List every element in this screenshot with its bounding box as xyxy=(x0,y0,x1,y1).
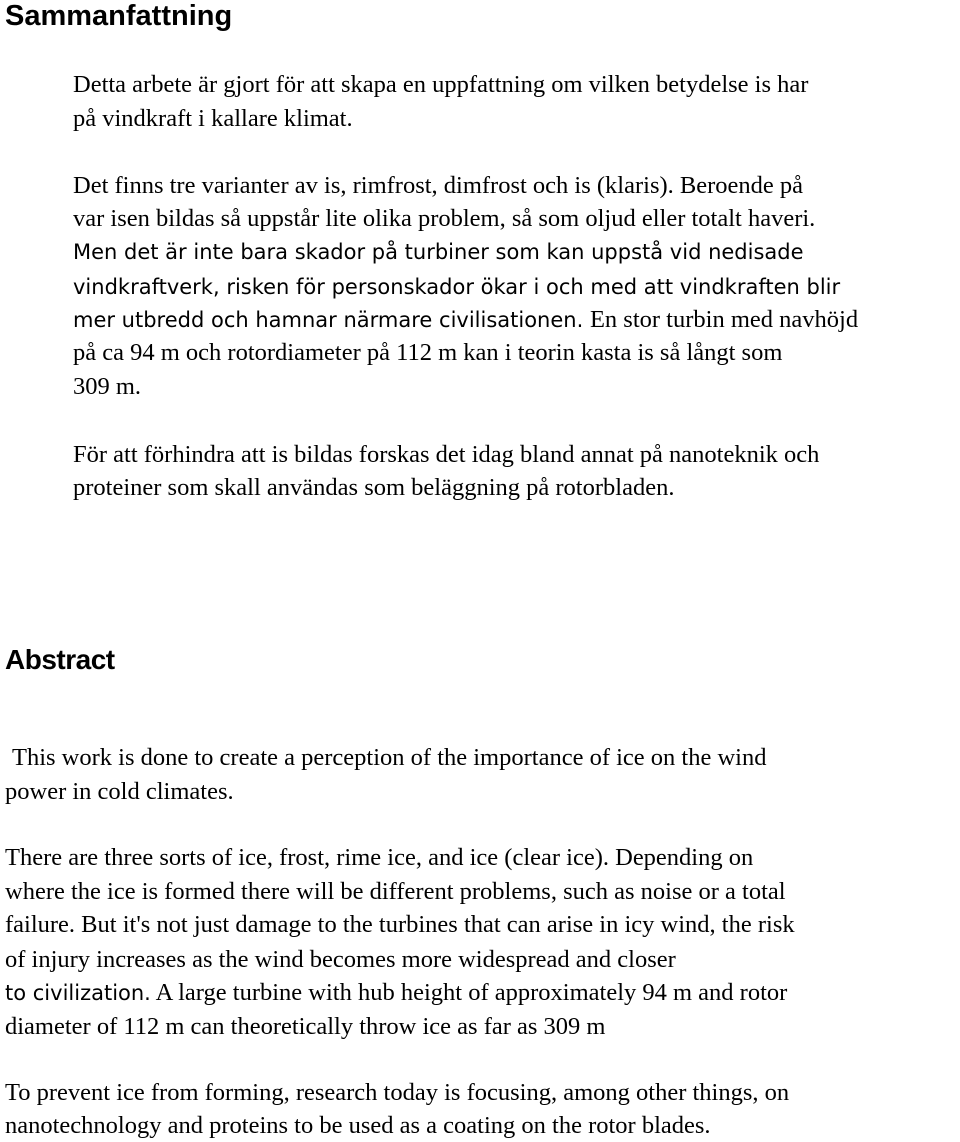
summary-heading: Sammanfattning xyxy=(5,0,233,32)
summary-line: på vindkraft i kallare klimat. xyxy=(73,105,353,132)
summary-line: Men det är inte bara skador på turbiner som kan uppstå vid nedisade xyxy=(73,240,804,264)
abstract-line: diameter of 112 m can theoretically throw ice as far as 309 m xyxy=(5,1013,606,1040)
abstract-line xyxy=(5,977,787,1009)
summary-line xyxy=(73,304,858,336)
summary-line: proteiner som skall användas som beläggning på rotorbladen. xyxy=(73,474,675,501)
summary-line: vindkraftverk, risken för personskador ökar i och med att vindkraften blir xyxy=(73,275,841,299)
abstract-line: where the ice is formed there will be different problems, such as noise or a total xyxy=(5,878,786,905)
summary-line: på ca 94 m och rotordiameter på 112 m kan i teorin kasta is så långt som xyxy=(73,339,783,366)
abstract-line: power in cold climates. xyxy=(5,778,234,805)
summary-line: 309 m. xyxy=(73,373,142,400)
summary-line-segment: En stor turbin med navhöjd xyxy=(589,306,859,333)
abstract-line: This work is done to create a perception of the importance of ice on the wind xyxy=(12,744,767,771)
summary-line-segment: mer utbredd och hamnar närmare civilisationen. xyxy=(73,308,584,332)
abstract-line: nanotechnology and proteins to be used as a coating on the rotor blades. xyxy=(5,1112,711,1139)
abstract-line: To prevent ice from forming, research today is focusing, among other things, on xyxy=(5,1079,790,1106)
abstract-heading: Abstract xyxy=(5,644,115,675)
summary-line: var isen bildas så uppstår lite olika problem, så som oljud eller totalt haveri. xyxy=(73,205,816,232)
summary-line: För att förhindra att is bildas forskas det idag bland annat på nanoteknik och xyxy=(73,441,820,468)
abstract-line-segment: A large turbine with hub height of approximately 94 m and rotor xyxy=(155,979,788,1006)
summary-line: Det finns tre varianter av is, rimfrost, dimfrost och is (klaris). Beroende på xyxy=(73,172,804,199)
abstract-line: There are three sorts of ice, frost, rime ice, and ice (clear ice). Depending on xyxy=(5,844,754,871)
summary-line: Detta arbete är gjort för att skapa en uppfattning om vilken betydelse is har xyxy=(73,71,809,98)
abstract-line-segment: to civilization. xyxy=(5,981,151,1005)
abstract-line: of injury increases as the wind becomes more widespread and closer xyxy=(5,946,676,973)
abstract-line: failure. But it's not just damage to the turbines that can arise in icy wind, the risk xyxy=(5,911,795,938)
